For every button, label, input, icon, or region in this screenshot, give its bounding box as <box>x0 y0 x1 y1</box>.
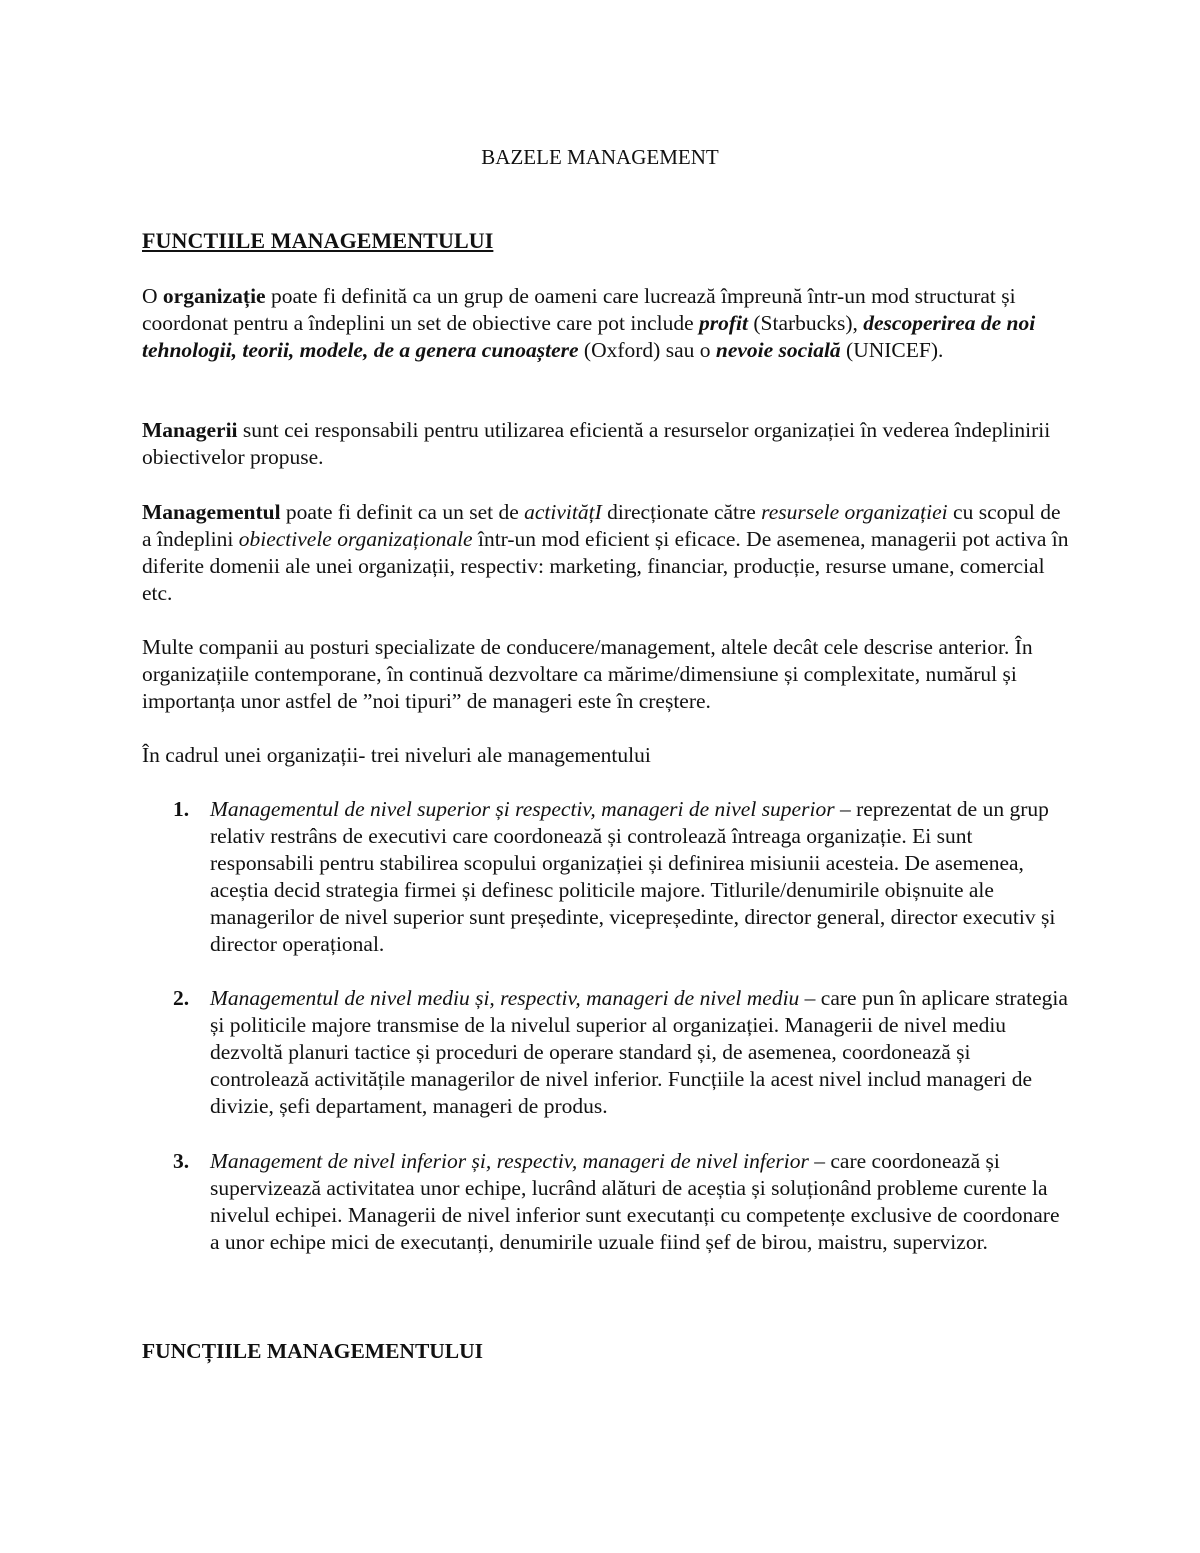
list-number: 2. <box>173 986 190 1010</box>
p1-bold-italic-discovery: descoperirea de noi tehnologii, teorii, modele, de a genera cunoaștere <box>142 311 1036 362</box>
p3-bold-management: Managementul <box>142 500 281 524</box>
p2-bold-managers: Managerii <box>142 418 238 442</box>
p1-bold-organization: organizație <box>162 284 266 308</box>
p1-text-1: O <box>142 284 163 308</box>
p1-text-5: (UNICEF). <box>840 338 944 362</box>
list-item-top-level <box>142 796 1072 958</box>
p3-text-1: poate fi definit ca un set de <box>280 500 525 524</box>
p1-bold-italic-social-need: nevoie socială <box>715 338 841 362</box>
list-item-text: – reprezentat de un grup relativ restrâns de executivi care coordonează și controlează întreaga organizație. Ei sunt responsabili pentru stabilirea scopului organizației și definirea misiunii acesteia. De asemenea, aceștia decid strategia firmei și definesc politicile majore. Titlurile/denumirile obișnuite ale managerilor de nivel superior sunt președinte, vicepreședinte, director general, director executiv și director operațional. <box>210 797 1056 956</box>
paragraph-managers <box>142 417 1072 471</box>
p1-text-4: (Oxford) sau o <box>578 338 716 362</box>
p3-italic-resources: resursele organizației <box>761 500 948 524</box>
p3-italic-objectives: obiectivele organizaționale <box>238 527 473 551</box>
p3-text-4: într-un mod eficient și eficace. De asemenea, managerii pot activa în diferite domenii ale unei organizații, respectiv: marketing, financiar, producție, resurse umane, comercial etc. <box>142 527 1069 605</box>
p3-text-2: direcționate către <box>601 500 762 524</box>
section-heading-functions-2: FUNCȚIILE MANAGEMENTULUI <box>142 1339 484 1363</box>
list-item-middle-level <box>142 985 1072 1120</box>
p1-text-3: (Starbucks), <box>748 311 864 335</box>
list-number: 1. <box>173 797 190 821</box>
document-title: BAZELE MANAGEMENT <box>481 145 719 169</box>
list-item-text: – care pun în aplicare strategia și politicile majore transmise de la nivelul superior al organizației. Managerii de nivel mediu dezvoltă planuri tactice și proceduri de operare standard și, de asemenea, coordonează și controlează activitățile managerilor de nivel inferior. Funcțiile la acest nivel includ manageri de divizie, șefi departament, manageri de produs. <box>210 986 1068 1118</box>
list-item-italic-title: Managementul de nivel superior și respectiv, manageri de nivel superior <box>210 797 835 821</box>
p2-text-1: sunt cei responsabili pentru utilizarea eficientă a resurselor organizației în vederea îndeplinirii obiectivelor propuse. <box>142 418 1051 469</box>
paragraph-specialized-positions: Multe companii au posturi specializate de conducere/management, altele decât cele descrise anterior. În organizațiile contemporane, în continuă dezvoltare ca mărime/dimensiune și complexitate, numărul și importanța unor astfel de ”noi tipuri” de manageri este în creștere. <box>142 635 1033 713</box>
list-item-italic-title: Managementul de nivel mediu și, respectiv, manageri de nivel mediu <box>210 986 800 1010</box>
list-number: 3. <box>173 1149 190 1173</box>
p1-text-2: poate fi definită ca un grup de oameni care lucrează împreună într-un mod structurat și coordonat pentru a îndeplini un set de obiective care pot include <box>142 284 1016 335</box>
paragraph-organization <box>142 283 1072 364</box>
paragraph-three-levels-intro: În cadrul unei organizații- trei niveluri ale managementului <box>142 743 651 767</box>
paragraph-management-definition <box>142 499 1072 607</box>
list-item-italic-title: Management de nivel inferior și, respectiv, manageri de nivel inferior <box>210 1149 809 1173</box>
p3-italic-activities: activitățI <box>524 500 602 524</box>
p1-bold-italic-profit: profit <box>699 311 749 335</box>
section-heading-functions: FUNCTIILE MANAGEMENTULUI <box>142 228 494 253</box>
list-item-lower-level <box>142 1148 1072 1256</box>
list-item-text: – care coordonează și supervizează activitatea unor echipe, lucrând alături de aceștia și soluționând probleme curente la nivelul echipei. Managerii de nivel inferior sunt executanți cu competențe exclusive de coordonare a unor echipe mici de executanți, denumirile uzuale fiind șef de birou, maistru, supervizor. <box>210 1149 1060 1254</box>
p3-text-3: cu scopul de a îndeplini <box>142 500 1061 551</box>
